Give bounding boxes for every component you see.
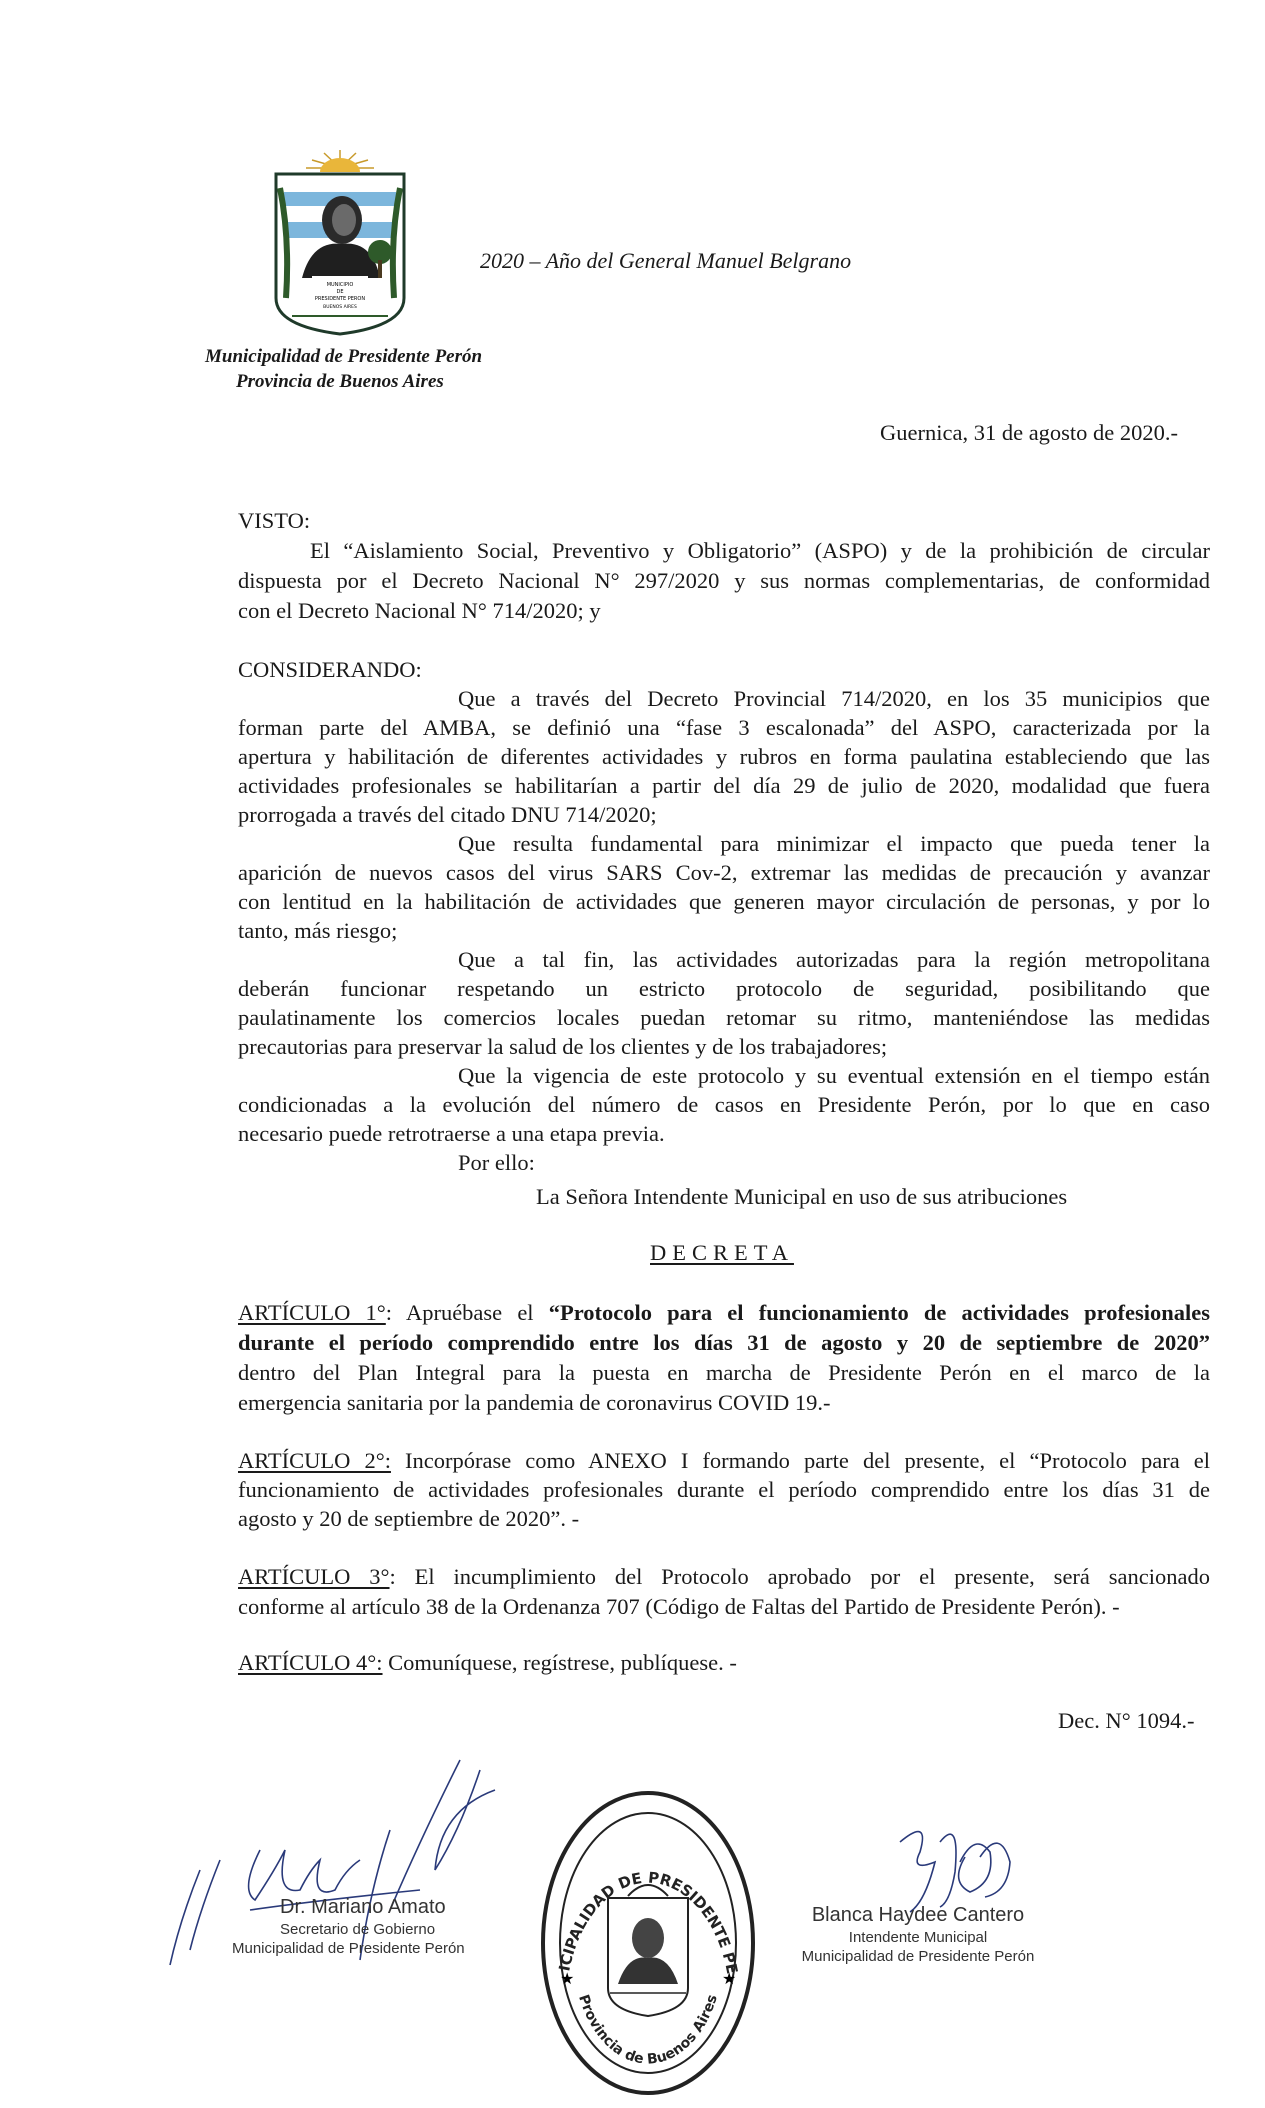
logo-text-2: DE bbox=[336, 289, 344, 295]
intendente-atribuciones: La Señora Intendente Municipal en uso de sus atribuciones bbox=[536, 1184, 1068, 1209]
considerando-heading: CONSIDERANDO: bbox=[238, 657, 422, 682]
seal-star-right: ★ bbox=[722, 1971, 737, 1988]
municipal-seal bbox=[538, 1788, 758, 2098]
visto-line-1: El “Aislamiento Social, Preventivo y Obligatorio” (ASPO) y de la prohibición de circular bbox=[310, 538, 1210, 563]
considerando-line-11: deberán funcionar respetando un estricto protocolo de seguridad, posibilitando que bbox=[238, 976, 1210, 1001]
decree-number: Dec. N° 1094.- bbox=[1058, 1708, 1195, 1733]
article-4-line-1 bbox=[238, 1648, 1210, 1678]
logo-text-3: PRESIDENTE PERON bbox=[314, 296, 366, 302]
considerando-line-8: con lentitud en la habilitación de actividades que generen mayor circulación de personas, y por lo bbox=[238, 889, 1210, 914]
article-1-label: ARTÍCULO 1° bbox=[238, 1300, 386, 1325]
article-2-line-2: funcionamiento de actividades profesionales durante el período comprendido entre los días 31 de bbox=[238, 1477, 1210, 1502]
decreta-heading: DECRETA bbox=[650, 1240, 794, 1265]
article-3-label: ARTÍCULO 3° bbox=[238, 1564, 390, 1589]
logo-text-1: MUNICIPIO bbox=[326, 282, 354, 288]
article-1-line-2 bbox=[238, 1328, 1210, 1358]
article-2-line-1 bbox=[238, 1446, 1210, 1476]
org-line-1: Municipalidad de Presidente Perón bbox=[205, 346, 483, 367]
considerando-line-9: tanto, más riesgo; bbox=[238, 918, 398, 943]
article-2-line-3: agosto y 20 de septiembre de 2020”. - bbox=[238, 1506, 580, 1531]
por-ello: Por ello: bbox=[458, 1150, 535, 1175]
logo-text-4: BUENOS AIRES bbox=[323, 305, 357, 310]
article-4-label: ARTÍCULO 4°: bbox=[238, 1650, 383, 1675]
visto-line-3: con el Decreto Nacional N° 714/2020; y bbox=[238, 598, 601, 623]
signature-right-title: Intendente Municipal bbox=[848, 1929, 988, 1946]
year-motto: 2020 – Año del General Manuel Belgrano bbox=[480, 248, 852, 273]
municipal-seal-graphic bbox=[538, 1788, 758, 2098]
considerando-line-12: paulatinamente los comercios locales puedan retomar su ritmo, manteniéndose las medidas bbox=[238, 1005, 1210, 1030]
considerando-line-15: condicionadas a la evolución del número de casos en Presidente Perón, por lo que en caso bbox=[238, 1092, 1210, 1117]
article-1-line-3: dentro del Plan Integral para la puesta en marcha de Presidente Perón en el marco de la bbox=[238, 1360, 1210, 1385]
article-4-text: Comuníquese, regístrese, publíquese. - bbox=[382, 1650, 737, 1675]
considerando-line-13: precautorias para preservar la salud de los clientes y de los trabajadores; bbox=[238, 1034, 888, 1059]
org-line-2: Provincia de Buenos Aires bbox=[236, 371, 444, 392]
visto-heading: VISTO: bbox=[238, 508, 311, 533]
article-1-bold-1: “Protocolo para el funcionamiento de actividades profesionales bbox=[548, 1300, 1210, 1325]
article-1-line-1 bbox=[238, 1298, 1210, 1328]
article-2-label: ARTÍCULO 2°: bbox=[238, 1448, 391, 1473]
considerando-line-5: prorrogada a través del citado DNU 714/2020; bbox=[238, 802, 657, 827]
visto-line-2: dispuesta por el Decreto Nacional N° 297/2020 y sus normas complementarias, de conformidad bbox=[238, 568, 1210, 593]
seal-star-left: ★ bbox=[560, 1971, 575, 1988]
considerando-line-7: aparición de nuevos casos del virus SARS Cov-2, extremar las medidas de precaución y avanzar bbox=[238, 860, 1210, 885]
signature-right-name: Blanca Haydee Cantero bbox=[811, 1904, 1025, 1926]
signature-left-org: Municipalidad de Presidente Perón bbox=[232, 1940, 465, 1957]
considerando-line-3: apertura y habilitación de diferentes actividades y rubros en forma paulatina estableciendo que las bbox=[238, 744, 1210, 769]
article-3-line-2: conforme al artículo 38 de la Ordenanza 707 (Código de Faltas del Partido de Presidente Perón). - bbox=[238, 1594, 1120, 1619]
signature-left-title: Secretario de Gobierno bbox=[280, 1921, 436, 1938]
article-1-intro: : Apruébase el bbox=[385, 1300, 549, 1325]
article-3-line-1 bbox=[238, 1562, 1210, 1592]
seal-ring-bottom-path: Provincia de Buenos Aires bbox=[575, 1992, 721, 2068]
considerando-line-6: Que resulta fundamental para minimizar el impacto que pueda tener la bbox=[458, 831, 1210, 856]
article-1-line-4: emergencia sanitaria por la pandemia de coronavirus COVID 19.- bbox=[238, 1390, 831, 1415]
article-3-text: : El incumplimiento del Protocolo aprobado por el presente, será sancionado bbox=[389, 1564, 1211, 1589]
considerando-line-2: forman parte del AMBA, se definió una “fase 3 escalonada” del ASPO, caracterizada por la bbox=[238, 715, 1210, 740]
considerando-line-16: necesario puede retrotraerse a una etapa previa. bbox=[238, 1121, 665, 1146]
municipal-logo bbox=[272, 148, 408, 338]
considerando-line-10: Que a tal fin, las actividades autorizadas para la región metropolitana bbox=[458, 947, 1210, 972]
signature-left-name: Dr. Mariano Amato bbox=[280, 1896, 446, 1918]
considerando-line-1: Que a través del Decreto Provincial 714/2020, en los 35 municipios que bbox=[458, 686, 1210, 711]
seal-ring-top-path: ICIPALIDAD DE PRESIDENTE PE bbox=[555, 1868, 742, 1976]
article-2-text: Incorpórase como ANEXO I formando parte del presente, el “Protocolo para el bbox=[390, 1448, 1211, 1473]
municipal-logo-graphic bbox=[272, 148, 408, 338]
considerando-line-4: actividades profesionales se habilitarían a partir del día 29 de julio de 2020, modalidad que fuera bbox=[238, 773, 1210, 798]
seal-ring-bottom bbox=[575, 1993, 721, 2068]
place-date: Guernica, 31 de agosto de 2020.- bbox=[880, 420, 1179, 445]
article-1-bold-2: durante el período comprendido entre los días 31 de agosto y 20 de septiembre de 2020” bbox=[238, 1330, 1210, 1355]
signature-right-org: Municipalidad de Presidente Perón bbox=[801, 1948, 1035, 1965]
considerando-line-14: Que la vigencia de este protocolo y su eventual extensión en el tiempo están bbox=[458, 1063, 1210, 1088]
